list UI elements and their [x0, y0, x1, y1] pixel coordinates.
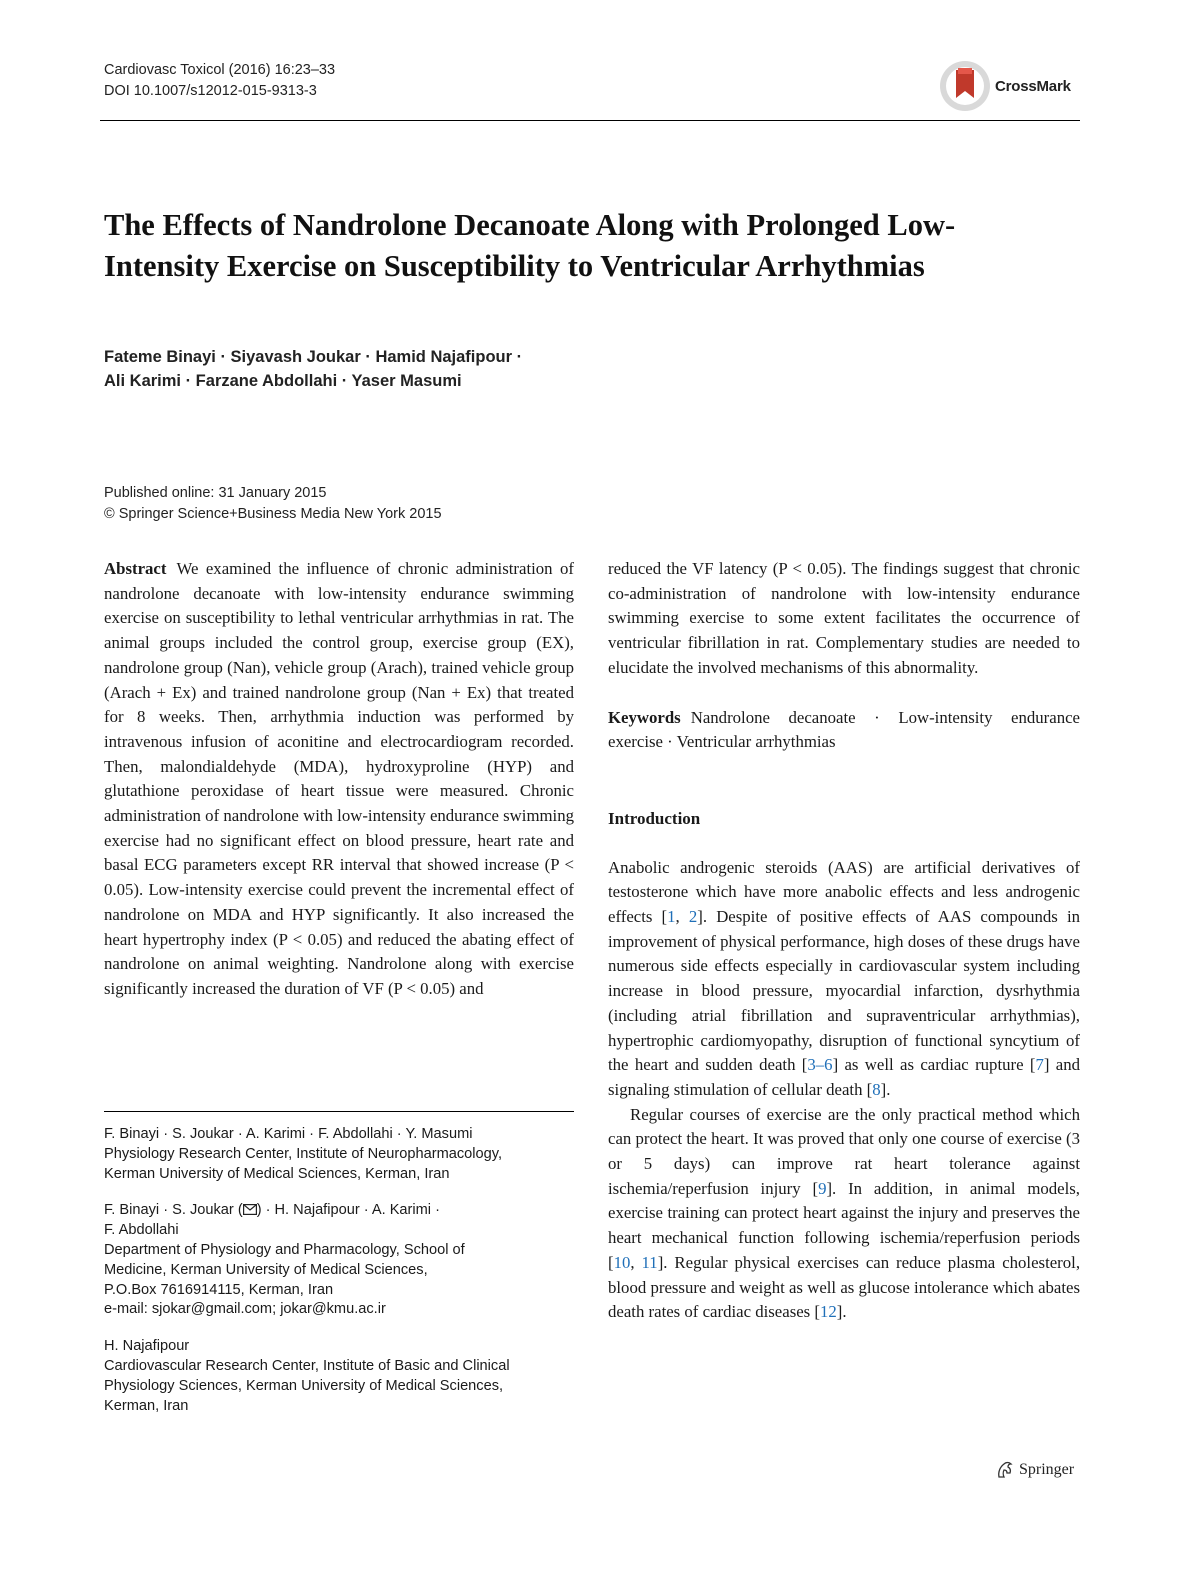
intro-p1-text-c: ]. Despite of positive effects of AAS compounds in improvement of physical performance, high doses of these drugs have numerous side effects especially in cardiovascular system including increase in blood pressure, myocardial infarction, dysrhythmia (including atrial fibrillation and supraventricular arrhythmias), hypertrophic cardiomyopathy, disruption of functional syncytium of the heart and sudden death [	[608, 907, 1081, 1075]
article-title: The Effects of Nandrolone Decanoate Along with Prolonged Low-Intensity Exercise on Susceptibility to Ventricular Arrhythmias	[104, 208, 956, 283]
affiliation-3	[104, 1337, 574, 1416]
intro-p1-text-d: ] as well as cardiac rupture [	[832, 1055, 1036, 1075]
crossmark-badge[interactable]	[938, 58, 1088, 114]
affiliation-2-authors	[104, 1201, 574, 1221]
correspondence-email[interactable]: e-mail: sjokar@gmail.com; jokar@kmu.ac.ir	[104, 1301, 386, 1318]
intro-p1-text-e: ] and signaling stimulation of cellular death [	[608, 1055, 1081, 1099]
springer-horse-icon	[995, 1460, 1015, 1480]
journal-header	[104, 60, 335, 102]
intro-p2-text-c: ,	[630, 1252, 642, 1272]
abstract-text-left: We examined the influence of chronic administration of nandrolone decanoate with low-intensity endurance swimming exercise on susceptibility to lethal ventricular arrhythmias in rat. The animal groups included the control group, exercise group (EX), nandrolone group (Nan), vehicle group (Arach), trained vehicle group (Arach + Ex) and trained nandrolone group (Nan + Ex) that treated for 8 weeks. Then, arrhythmia induction was performed by intravenous infusion of aconitine and electrocardiogram recorded. Then, malondialdehyde (MDA), hydroxyproline (HYP) and glutathione peroxidase of heart tissue were measured. Chronic administration of nandrolone with low-intensity endurance swimming exercise had no significant effect on blood pressure, heart rate and basal ECG parameters except RR interval that showed increase (P < 0.05). Low-intensity exercise could prevent the incremental effect of nandrolone on MDA and HYP significantly. It also increased the heart hypertrophy index (P < 0.05) and reduced the abating effect of nandrolone on animal weighting. Nandrolone along with exercise significantly increased the duration of VF (P < 0.05) and	[104, 559, 574, 998]
affiliation-2-line-3: P.O.Box 7616914115, Kerman, Iran	[104, 1281, 334, 1298]
affiliation-1-authors: F. Binayi · S. Joukar · A. Karimi · F. Abdollahi · Y. Masumi	[104, 1126, 473, 1142]
citation-link[interactable]: 11	[641, 1252, 658, 1272]
affiliation-2-authors-a: F. Binayi · S. Joukar (	[104, 1202, 243, 1219]
affiliation-1	[104, 1125, 574, 1184]
affiliation-2-authors-c: F. Abdollahi	[104, 1222, 179, 1239]
footnote-rule	[104, 1111, 574, 1112]
affiliation-3-line-3: Kerman, Iran	[104, 1397, 189, 1414]
left-column	[104, 557, 574, 1002]
intro-p2-text-b: ]. In addition, in animal models, exercise training can protect heart against the injury and preserves the heart mechanical function following ischemia/reperfusion periods [	[608, 1178, 1080, 1272]
intro-p2-text-e: ].	[836, 1302, 847, 1322]
affiliation-3-line-1: Cardiovascular Research Center, Institute of Basic and Clinical	[104, 1357, 510, 1374]
citation-link[interactable]: 10	[613, 1252, 631, 1272]
keywords	[608, 706, 1080, 755]
affiliation-2	[104, 1201, 574, 1320]
intro-paragraph-1	[608, 856, 1080, 1103]
citation-link[interactable]: 9	[818, 1178, 827, 1198]
intro-p2-text-a: Regular courses of exercise are the only practical method which can protect the heart. It was proved that only one course of exercise (3 or 5 days) can improve rat heart tolerance against ischemia/reperfusion injury [	[608, 1104, 1080, 1198]
crossmark-label: CrossMark	[995, 78, 1071, 95]
abstract-part-1	[104, 557, 574, 1002]
citation-link[interactable]: 8	[872, 1079, 881, 1099]
envelope-icon	[243, 1204, 257, 1215]
affiliation-2-line-1: Department of Physiology and Pharmacology, School of	[104, 1241, 465, 1258]
abstract-text-right: reduced the VF latency (P < 0.05). The findings suggest that chronic co-administration of nandrolone with low-intensity endurance swimming exercise to some extent facilitates the occurrence of ventricular fibrillation in rat. Complementary studies are needed to elucidate the involved mechanisms of this abnormality.	[608, 559, 1080, 677]
affiliation-2-authors-b: ) · H. Najafipour · A. Karimi ·	[256, 1202, 440, 1219]
crossmark-icon	[938, 58, 992, 114]
affiliation-1-line-1: Physiology Research Center, Institute of Neuropharmacology,	[104, 1145, 503, 1162]
publication-info	[104, 483, 442, 525]
citation-link[interactable]: 1	[667, 907, 676, 927]
publisher-name: Springer	[1019, 1461, 1075, 1478]
affiliation-3-authors: H. Najafipour	[104, 1338, 190, 1355]
right-column	[608, 557, 1080, 1325]
affiliation-2-line-2: Medicine, Kerman University of Medical Sciences,	[104, 1261, 428, 1278]
citation-link[interactable]: 7	[1035, 1055, 1044, 1075]
abstract-label: Abstract	[104, 559, 167, 578]
intro-paragraph-2	[608, 1103, 1080, 1325]
copyright-line: © Springer Science+Business Media New York 2015	[104, 506, 442, 522]
citation-link[interactable]: 3–6	[807, 1055, 833, 1075]
authors-line-1: Fateme Binayi · Siyavash Joukar · Hamid Najafipour ·	[104, 348, 523, 366]
intro-p2-text-d: ]. Regular physical exercises can reduce plasma cholesterol, blood pressure and weight as well as glucose intolerance which abates death rates of cardiac diseases [	[608, 1252, 1081, 1322]
keywords-text: Nandrolone decanoate · Low-intensity endurance exercise · Ventricular arrhythmias	[608, 707, 1080, 752]
keywords-label: Keywords	[608, 707, 681, 727]
citation-link[interactable]: 12	[820, 1302, 837, 1322]
introduction-heading: Introduction	[608, 808, 701, 828]
citation-link[interactable]: 2	[688, 907, 698, 927]
author-list	[104, 345, 1004, 393]
doi-link[interactable]: DOI 10.1007/s12012-015-9313-3	[104, 83, 317, 99]
published-date: Published online: 31 January 2015	[104, 485, 327, 501]
intro-p1-text-a: Anabolic androgenic steroids (AAS) are artificial derivatives of testosterone which have more anabolic effects and less androgenic effects [	[608, 857, 1080, 927]
authors-line-2: Ali Karimi · Farzane Abdollahi · Yaser Masumi	[104, 372, 462, 390]
affiliation-1-line-2: Kerman University of Medical Sciences, Kerman, Iran	[104, 1165, 450, 1182]
intro-p1-text-f: ].	[880, 1079, 891, 1099]
affiliation-3-line-2: Physiology Sciences, Kerman University of Medical Sciences,	[104, 1377, 504, 1394]
affiliations	[104, 1125, 574, 1433]
publisher-logo	[995, 1458, 1095, 1484]
header-rule	[100, 120, 1080, 121]
journal-citation: Cardiovasc Toxicol (2016) 16:23–33	[104, 62, 336, 78]
intro-p1-text-b: ,	[675, 907, 689, 927]
